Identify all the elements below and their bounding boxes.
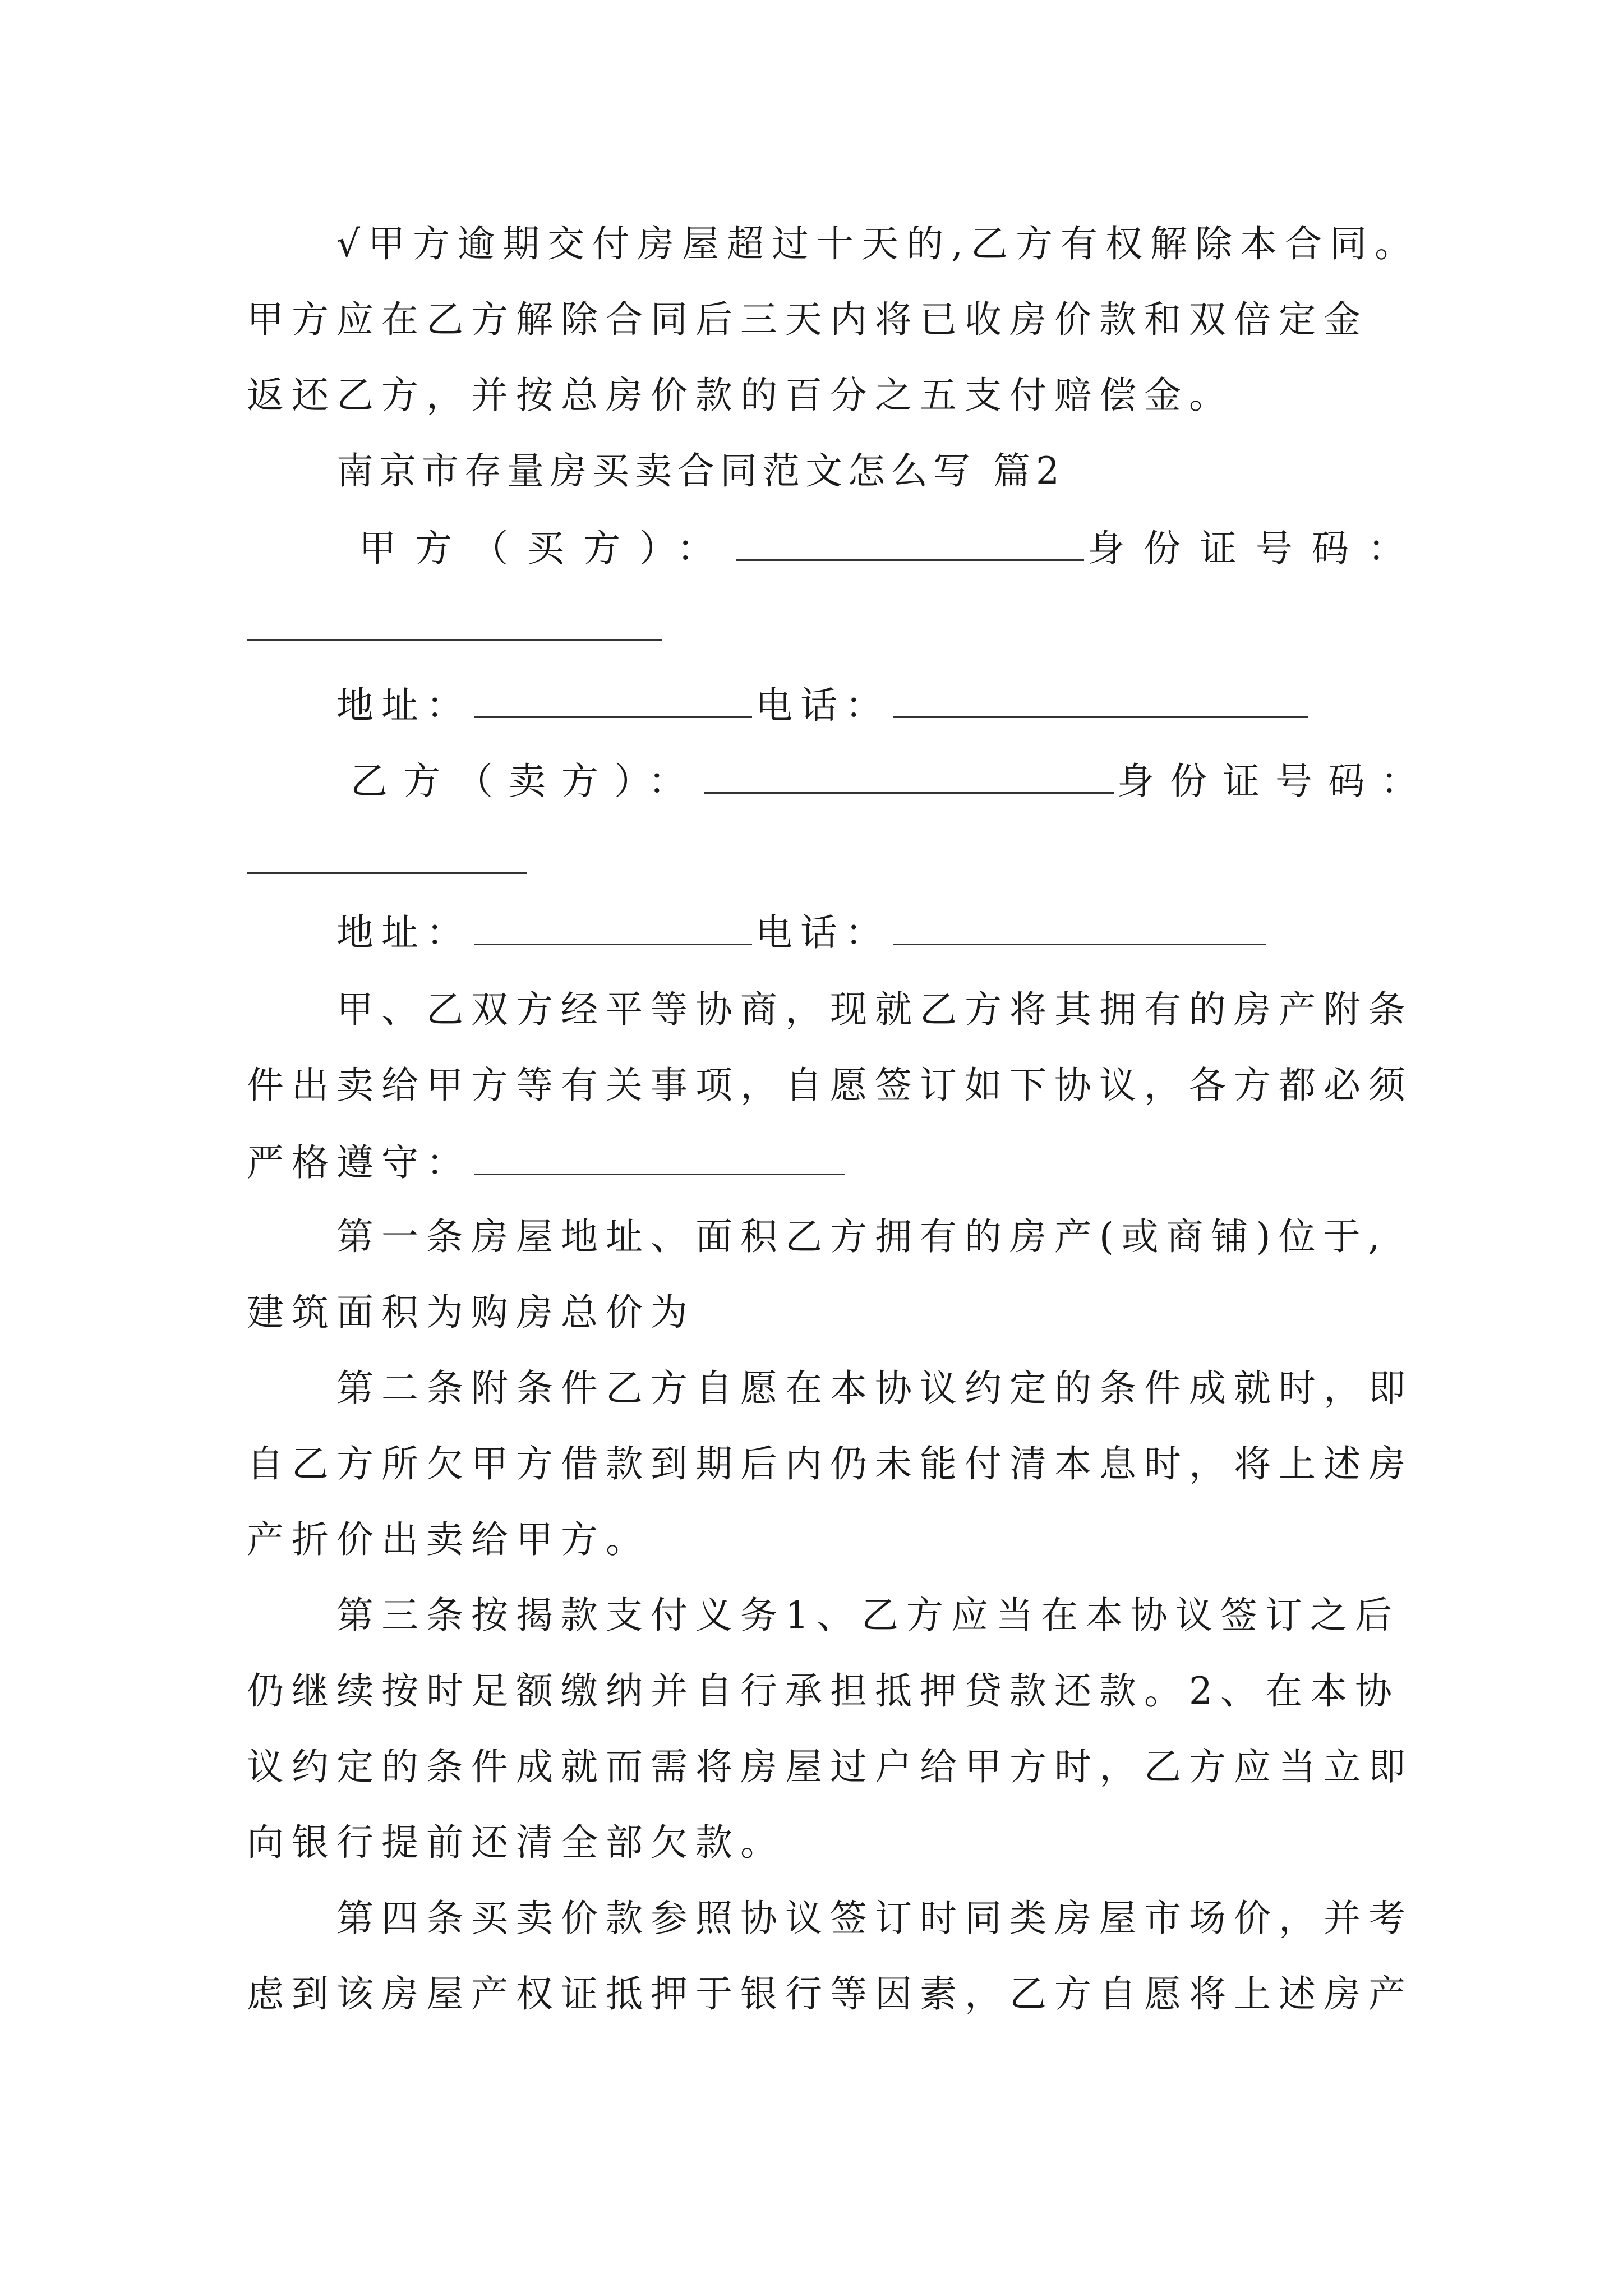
party-a-label: 甲方（买方）：	[359, 527, 733, 570]
paragraph-line: 虑到该房屋产权证抵押于银行等因素，乙方自愿将上述房产	[247, 1972, 1413, 2016]
party-b-address-label: 地址：	[336, 911, 471, 954]
paragraph-line: 第三条按揭款支付义务1、乙方应当在本协议签订之后	[336, 1594, 1400, 1637]
paragraph-line: 自乙方所欠甲方借款到期后内仍未能付清本息时，将上述房	[247, 1442, 1413, 1485]
paragraph-line: 建筑面积为购房总价为	[247, 1291, 695, 1334]
intro-line-3	[247, 1139, 848, 1185]
party-b-phone-label: 电话：	[755, 911, 890, 954]
party-b-label: 乙方（卖方）：	[351, 760, 701, 803]
party-a-row	[359, 524, 1424, 571]
party-a-address-label: 地址：	[336, 684, 471, 727]
party-b-contact-row	[336, 909, 1270, 955]
paragraph-line: 议约定的条件成就而需将房屋过户给甲方时，乙方应当立即	[247, 1745, 1413, 1788]
paragraph-text: 严格遵守：	[247, 1141, 471, 1184]
section-heading: 南京市存量房买卖合同范文怎么写 篇2	[336, 449, 1065, 493]
paragraph-line: 甲、乙双方经平等协商，现就乙方将其拥有的房产附条	[336, 988, 1413, 1031]
paragraph-line: 产折价出卖给甲方。	[247, 1518, 651, 1561]
party-b-id-label: 身份证号码：	[1117, 760, 1433, 803]
paragraph-line: 甲方应在乙方解除合同后三天内将已收房价款和双倍定金	[247, 298, 1368, 341]
paragraph-line: √甲方逾期交付房屋超过十天的,乙方有权解除本合同。	[336, 222, 1420, 265]
party-a-address-blank	[474, 682, 752, 718]
party-b-address-blank	[474, 909, 752, 945]
paragraph-line: 第四条买卖价款参照协议签订时同类房屋市场价，并考	[336, 1897, 1413, 1940]
paragraph-line: 第二条附条件乙方自愿在本协议约定的条件成就时，即	[336, 1366, 1413, 1410]
paragraph-line: 第一条房屋地址、面积乙方拥有的房产(或商铺)位于,	[336, 1215, 1388, 1258]
party-a-phone-label: 电话：	[755, 684, 890, 727]
party-b-phone-blank	[893, 909, 1266, 945]
paragraph-line: 向银行提前还清全部欠款。	[247, 1821, 785, 1864]
party-b-id-blank	[247, 872, 527, 874]
paragraph-line: 件出卖给甲方等有关事项，自愿签订如下协议，各方都必须	[247, 1064, 1413, 1107]
party-a-name-blank	[736, 524, 1084, 561]
party-a-id-blank	[247, 639, 662, 641]
party-b-name-blank	[704, 757, 1114, 794]
party-a-contact-row	[336, 682, 1312, 728]
party-a-id-label: 身份证号码：	[1087, 527, 1424, 570]
paragraph-line: 返还乙方，并按总房价款的百分之五支付赔偿金。	[247, 374, 1234, 417]
party-a-phone-blank	[893, 682, 1308, 718]
intro-blank	[474, 1139, 845, 1175]
party-b-row	[351, 757, 1433, 804]
paragraph-line: 仍继续按时足额缴纳并自行承担抵押贷款还款。2、在本协	[247, 1669, 1400, 1713]
